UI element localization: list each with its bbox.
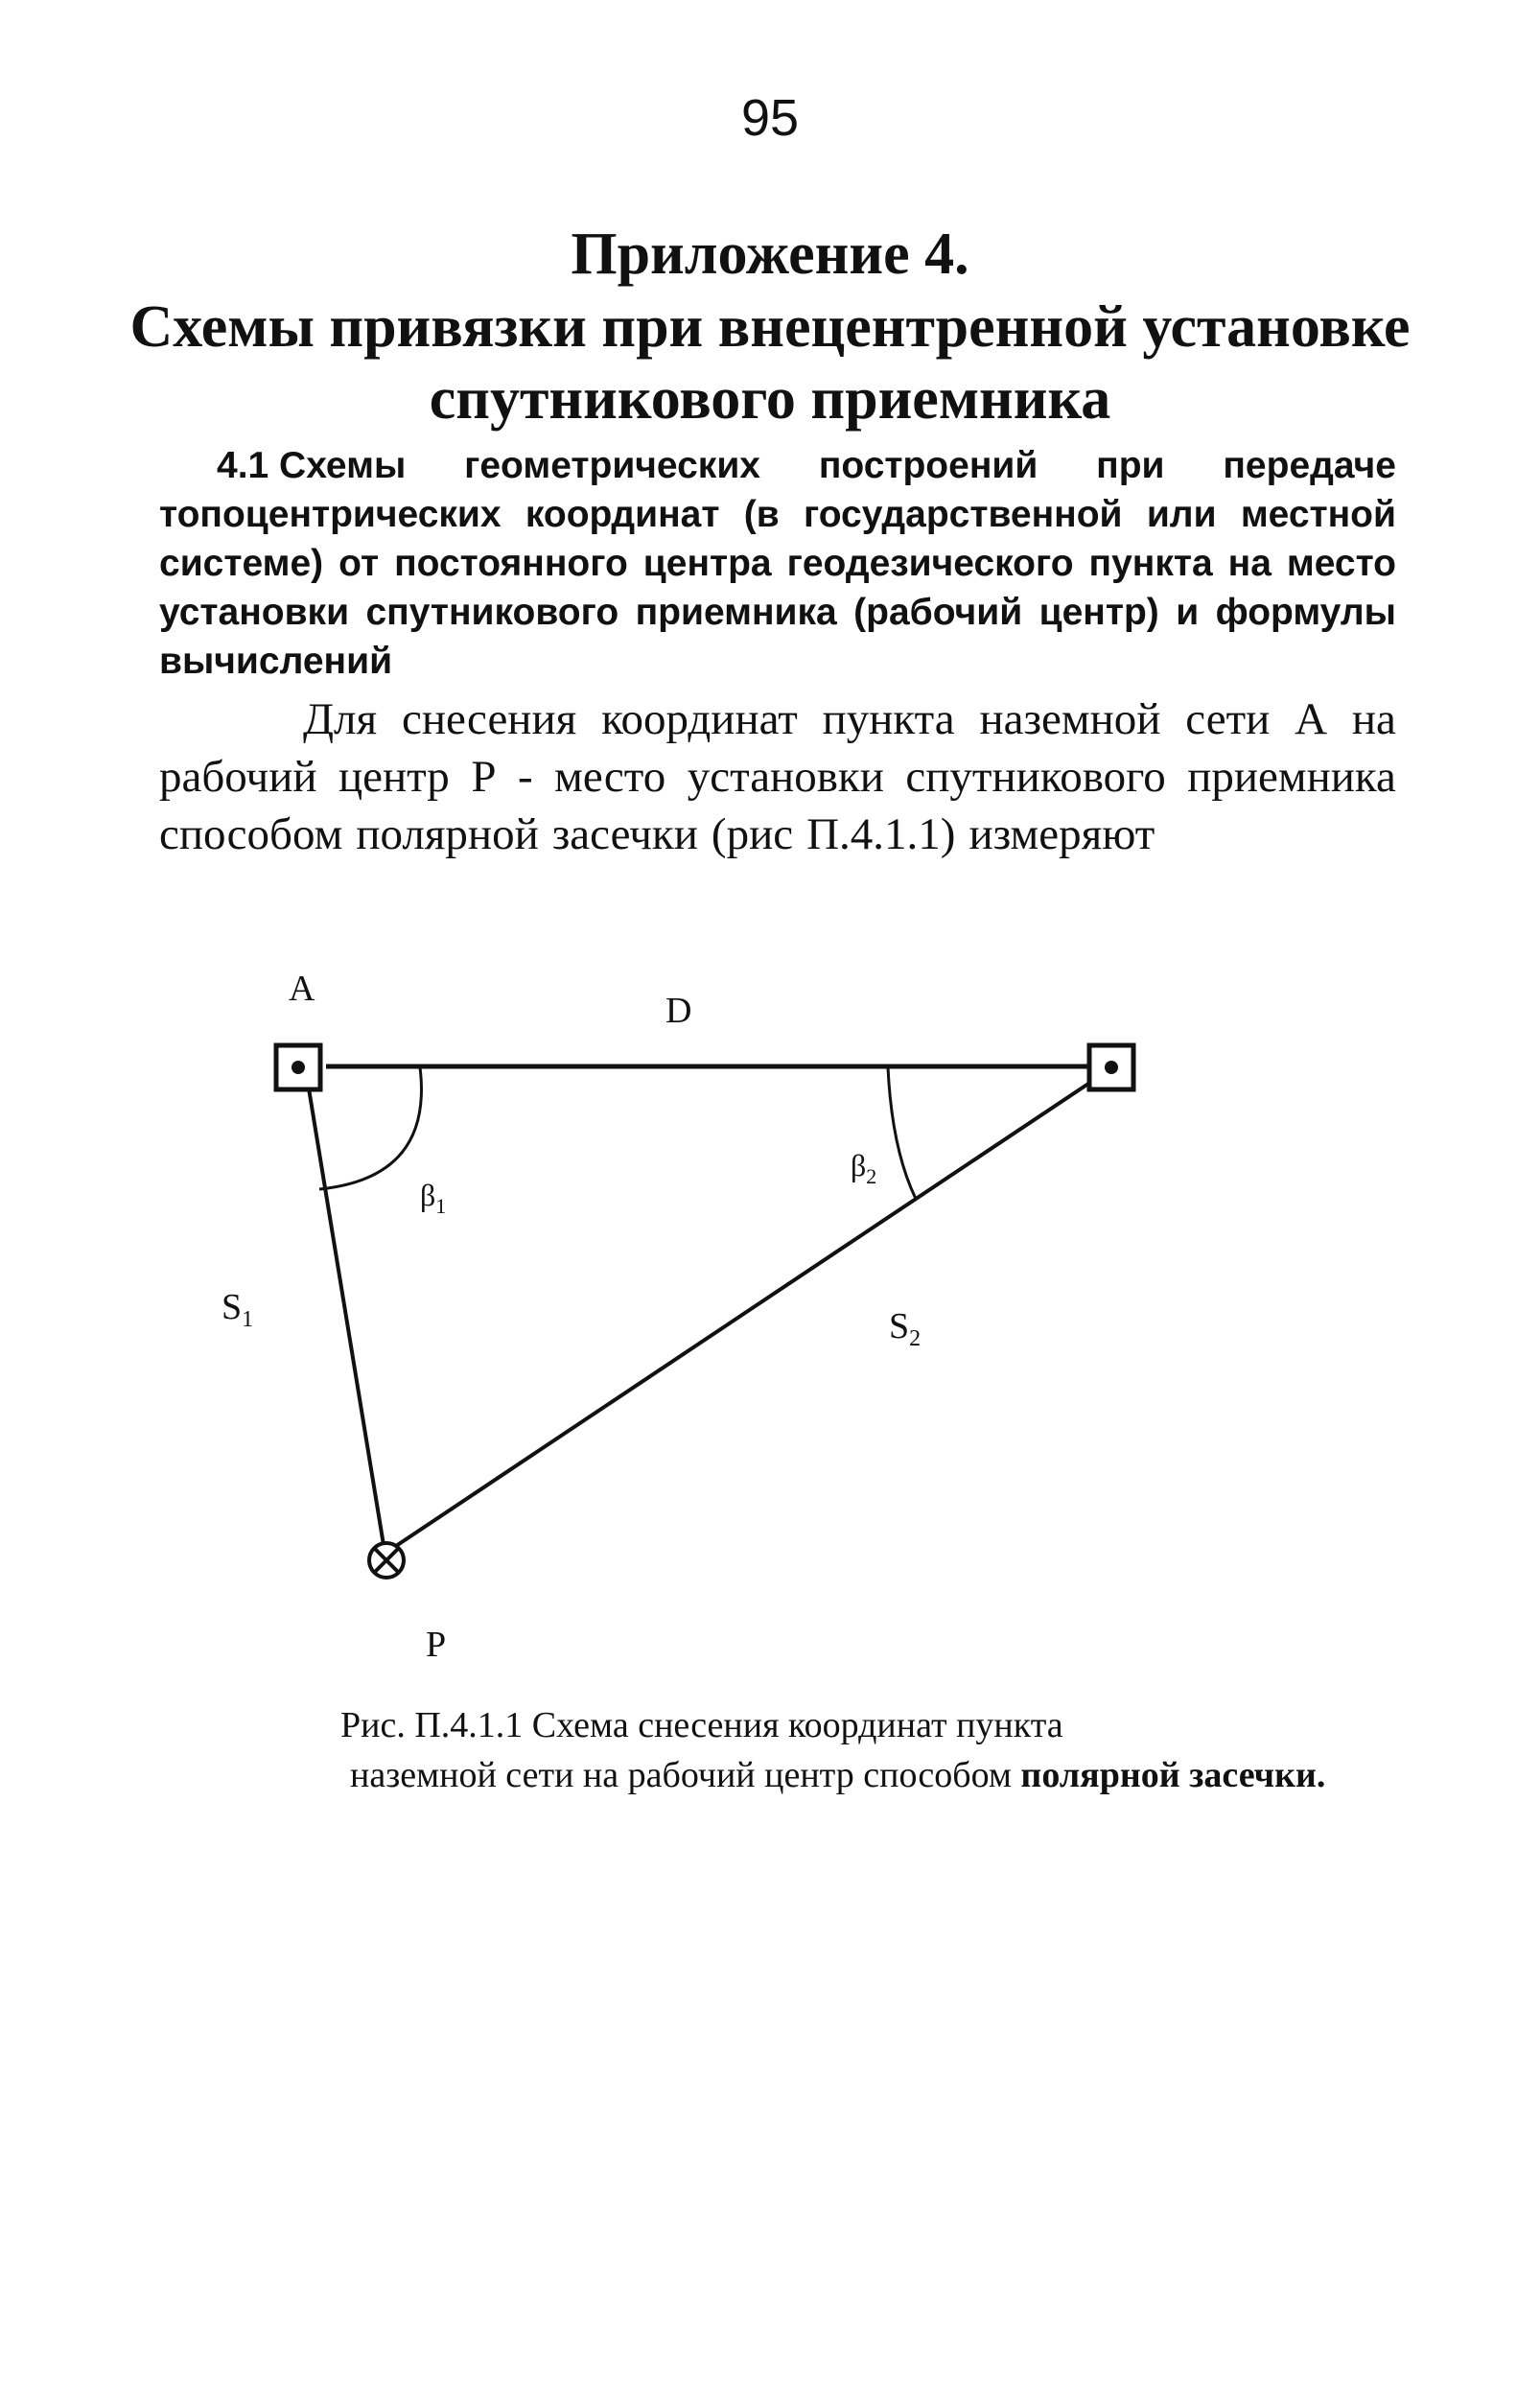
word: наземной	[979, 694, 1161, 744]
label-beta1-subscript: 1	[435, 1194, 447, 1218]
word: -	[517, 752, 533, 802]
word: на	[1227, 543, 1272, 584]
label-s1-subscript: 1	[242, 1307, 254, 1332]
point-a-marker	[276, 1045, 320, 1089]
label-d: D	[665, 991, 692, 1031]
angle-arc-beta2	[888, 1067, 916, 1199]
caption-line-2-regular: наземной сети на рабочий центр способом	[350, 1755, 1021, 1795]
point-p-marker	[369, 1543, 404, 1578]
appendix-title-line-2: Схемы привязки при внецентренной установке	[129, 293, 1411, 360]
word: государственной	[803, 494, 1123, 535]
word: снесения	[401, 694, 577, 744]
appendix-title-line-1: Приложение 4.	[571, 222, 969, 287]
point-a-dot	[292, 1061, 305, 1074]
word: приемника	[1187, 752, 1396, 802]
caption-line-2	[340, 1750, 1405, 1800]
word: координат	[525, 494, 720, 535]
word: место	[1286, 543, 1396, 584]
label-beta2	[851, 1148, 876, 1188]
word: установки	[159, 592, 350, 633]
label-beta1	[420, 1178, 446, 1218]
word: или	[1146, 494, 1217, 535]
word: топоцентрических	[159, 494, 502, 535]
word: спутникового	[365, 592, 619, 633]
word: формулы	[1215, 592, 1396, 633]
angle-arc-beta1	[319, 1067, 421, 1189]
word: спутникового	[905, 752, 1166, 802]
word: полярной	[356, 809, 539, 859]
word: (в	[743, 494, 780, 535]
word: засечки	[551, 809, 698, 859]
word: местной	[1240, 494, 1396, 535]
word: (рабочий	[853, 592, 1023, 633]
label-a: А	[289, 969, 315, 1009]
word: пункта	[1088, 543, 1213, 584]
label-beta2-subscript: 2	[866, 1164, 877, 1188]
word: приемника	[635, 592, 837, 633]
word: и	[1176, 592, 1200, 633]
line-s1	[309, 1088, 384, 1545]
label-beta1-symbol: β	[420, 1178, 436, 1212]
word: П.4.1.1)	[806, 809, 956, 859]
word: на	[1351, 694, 1396, 744]
label-s1-symbol: S	[222, 1287, 243, 1327]
label-s2	[889, 1306, 921, 1351]
word: рабочий	[159, 752, 317, 802]
word: (рис	[711, 809, 794, 859]
word: пункта	[822, 694, 955, 744]
word: сети	[1185, 694, 1271, 744]
word: место	[554, 752, 666, 802]
label-beta2-symbol: β	[851, 1148, 867, 1182]
label-p: Р	[426, 1625, 447, 1665]
word: геометрических	[464, 445, 760, 486]
word: установки	[687, 752, 884, 802]
word: системе)	[159, 543, 324, 584]
word: постоянного	[394, 543, 628, 584]
word: координат	[601, 694, 798, 744]
word: А	[1295, 694, 1328, 744]
word: способом	[159, 809, 343, 859]
caption-line-2-bold: полярной засечки.	[1020, 1755, 1326, 1795]
word: 4.1 Схемы	[217, 445, 407, 486]
word: Для	[303, 694, 378, 744]
point-b-dot	[1105, 1061, 1118, 1074]
label-s2-symbol: S	[889, 1306, 910, 1346]
word: центра	[642, 543, 772, 584]
word: Р	[471, 752, 497, 802]
page-number: 95	[740, 89, 800, 147]
appendix-title-line-3: спутникового приемника	[429, 366, 1111, 433]
caption-line-1: Рис. П.4.1.1 Схема снесения координат пункта	[340, 1705, 1063, 1745]
word: построений	[818, 445, 1038, 486]
line-s2	[393, 1082, 1091, 1548]
label-s1	[222, 1287, 253, 1332]
section-heading-line-5: вычислений	[159, 641, 393, 682]
word: измеряют	[968, 809, 1155, 859]
word: передаче	[1223, 445, 1396, 486]
word: геодезического	[786, 543, 1074, 584]
figure-caption	[340, 1700, 1405, 1800]
word: центр	[338, 752, 450, 802]
point-b-marker	[1089, 1045, 1133, 1089]
word: центр)	[1038, 592, 1159, 633]
word: при	[1096, 445, 1165, 486]
word: от	[338, 543, 380, 584]
label-s2-subscript: 2	[909, 1326, 922, 1351]
